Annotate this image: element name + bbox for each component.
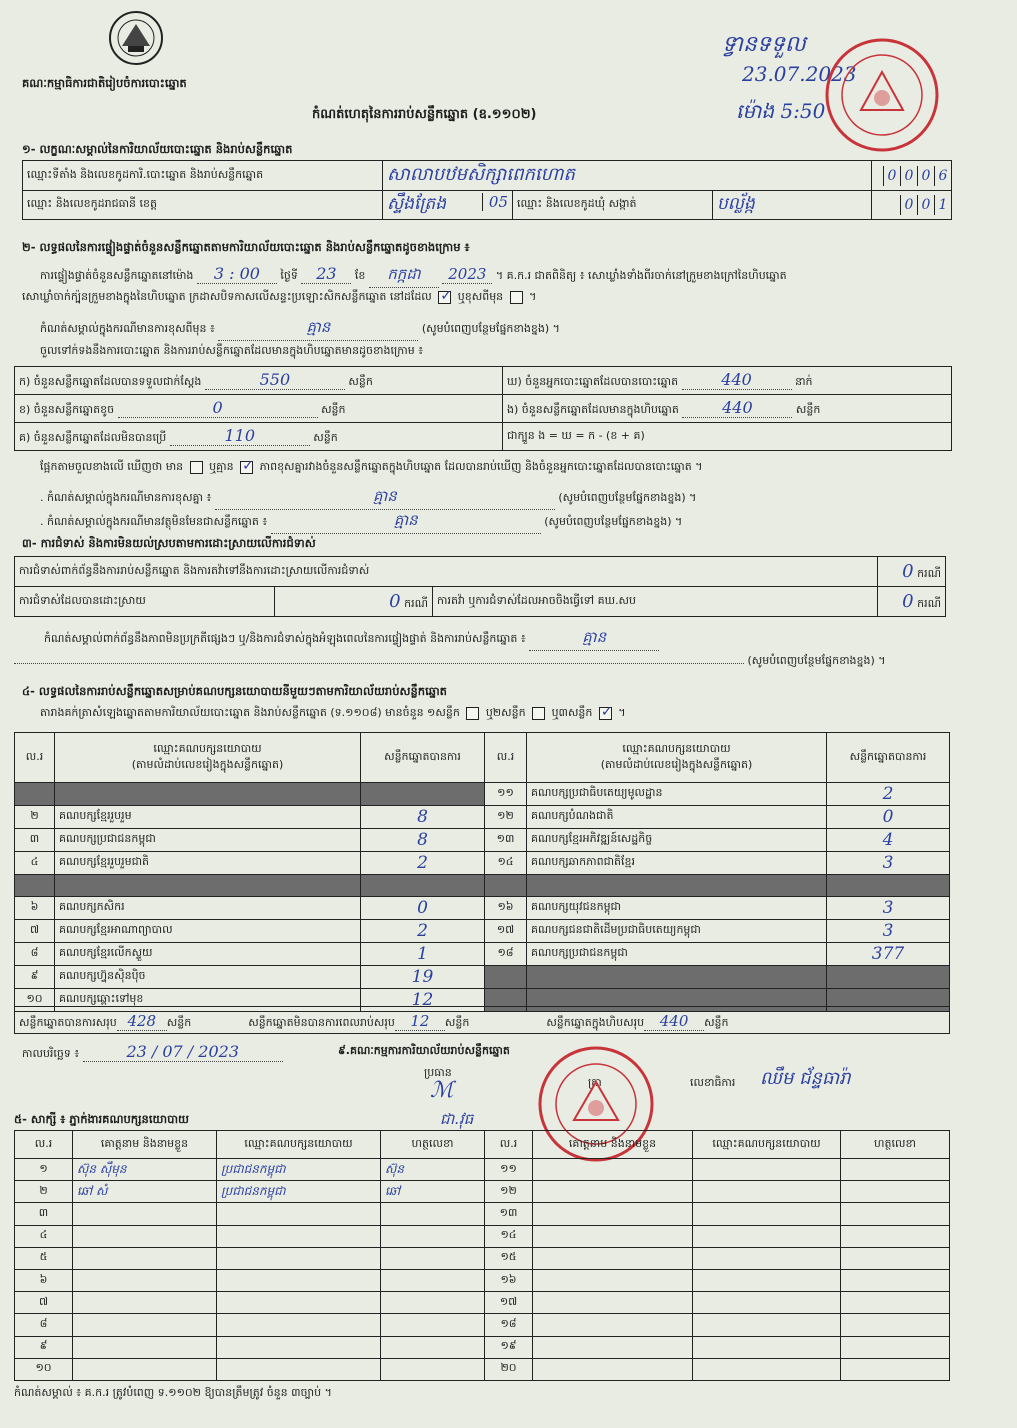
witness-signature-right: [841, 1159, 950, 1181]
party-name: គណបក្សឆ្ពោះទៅមុខ: [55, 989, 361, 1012]
witness-number: ៨: [15, 1314, 73, 1336]
party-votes: [827, 966, 950, 989]
witness-name-right: [533, 1225, 693, 1247]
witness-name-right: [533, 1314, 693, 1336]
section4-heading: ៤- លទ្ធផលនៃការរាប់សន្លឹកឆ្នោតសម្រាប់គណបក្សនយោបាយនីមួយៗតាមការិយាល័យរាប់សន្លឹកឆ្នោត: [22, 684, 447, 698]
witness-name: [73, 1225, 217, 1247]
party-number: ៨: [15, 943, 55, 966]
witness-number: ៩: [15, 1336, 73, 1358]
party-name: គណបក្សឆាកភាពជាតិខ្មែរ: [527, 852, 827, 875]
one-sheet-checkbox: [466, 707, 479, 720]
witness-party: [217, 1225, 381, 1247]
witness-number: ៤: [15, 1225, 73, 1247]
w-col-sign: ហត្ថលេខា: [381, 1131, 485, 1159]
witness-name-right: [533, 1247, 693, 1269]
results-row: [15, 943, 950, 966]
witness-signature: [381, 1336, 485, 1358]
party-number: ១៤: [485, 852, 527, 875]
commune-label: ឈ្មោះ និងលេខកូដឃុំ សង្កាត់: [513, 191, 713, 220]
witness-name: [73, 1292, 217, 1314]
witness-number: ៥: [15, 1247, 73, 1269]
witness-signature: ឆៅ: [381, 1181, 485, 1203]
chair-signature: ℳ: [430, 1078, 454, 1103]
party-votes: 3: [827, 897, 950, 920]
witness-party-right: [693, 1336, 841, 1358]
count-kha: ខ) ចំនួនសន្លឹកឆ្នោតខូច 0 សន្លឹក: [15, 395, 503, 423]
footer-note: កំណត់សម្គាល់ ៖ គ.ក.រ ត្រូវបំពេញ ទ.១១០២ ឱ្យបានត្រឹមត្រូវ ចំនួន ៣ច្បាប់ ។: [14, 1386, 332, 1399]
objection-row1-value: 0 ករណី: [877, 557, 945, 587]
counts-intro: ចួលទៅក់ទងនឹងការបោះឆ្នោត និងការរាប់សន្លឹកឆ្នោតដែលមានក្នុងហិបឆ្នោតមានដូចខាងក្រោម ៖: [40, 344, 424, 357]
counts-table: [14, 366, 952, 451]
count-ngo: ង) ចំនួនសន្លឹកឆ្នោតដែលមានក្នុងហិបឆ្នោត 440 សន្លឹក: [503, 395, 952, 423]
party-name: គណបក្សខ្មែរលើកស្ទួយ: [55, 943, 361, 966]
w-col-no-right: ល.រ: [485, 1131, 533, 1159]
formula: ជាក្បួន ង = ឃ = ក - (ខ + គ): [503, 423, 952, 451]
party-name: គណបក្សបំណងជាតិ: [527, 806, 827, 829]
witness-row: [15, 1314, 950, 1336]
witness-signature: [381, 1358, 485, 1380]
party-votes: 8: [361, 829, 485, 852]
witness-signature: [381, 1314, 485, 1336]
witness-number: ២: [15, 1181, 73, 1203]
witness-row: [15, 1181, 950, 1203]
witness-name-right: [533, 1181, 693, 1203]
witness-signature-right: [841, 1181, 950, 1203]
witness-signature-right: [841, 1269, 950, 1291]
witness-signature: [381, 1203, 485, 1225]
emblem: [108, 10, 164, 66]
verify-line: ការផ្ទៀងផ្ទាត់ចំនួនសន្លឹកឆ្នោតនៅម៉ោង 3 : 00 ថ្ងៃទី 23 ខែ កក្កដា 2023 ។ គ.ក.រ ជាតពិនិត្យ ៖ សោឃ្លាំងទាំងពីរចាក់នៅក្រួមខាងក្រៅនៃហិបឆ្នោត: [40, 264, 950, 288]
witness-name: [73, 1269, 217, 1291]
witness-name-right: [533, 1269, 693, 1291]
section1-table: [22, 160, 952, 220]
witness-number-right: ១៦: [485, 1269, 533, 1291]
official-seal-top: [823, 36, 941, 154]
party-number: ៧: [15, 920, 55, 943]
results-row: [15, 875, 950, 897]
witness-signature-right: [841, 1358, 950, 1380]
objections-table: [14, 556, 946, 617]
seal-label: ត្រា: [588, 1076, 602, 1089]
witness-signature-right: [841, 1203, 950, 1225]
party-name: គណបក្សខ្មែររួបរួម: [55, 806, 361, 829]
party-name: គណបក្សខ្មែររួបរួមជាតិ: [55, 852, 361, 875]
party-votes: 3: [827, 852, 950, 875]
witness-party-right: [693, 1269, 841, 1291]
received-time: ម៉ោង 5:50: [736, 99, 826, 123]
witness-number-right: ១៨: [485, 1314, 533, 1336]
party-name: គណបក្សខ្មែរអាណាព្យាបាល: [55, 920, 361, 943]
w-col-name-right: គោត្តនាម និងនាមខ្លួន: [533, 1131, 693, 1159]
witness-row: [15, 1292, 950, 1314]
witness-party-right: [693, 1247, 841, 1269]
witness-signature-right: [841, 1336, 950, 1358]
witness-name: ស៊ុន សុឹមុន: [73, 1159, 217, 1181]
received-date: 23.07.2023: [742, 62, 857, 86]
witness-row: [15, 1336, 950, 1358]
witness-table: [14, 1130, 950, 1381]
objection-row2-label2: ការតវ៉ា ឬការជំទាស់ដែលអាចចិងធ្វើទៅ គឃ.សប: [433, 587, 878, 617]
party-number: ២: [15, 806, 55, 829]
witness-party: [217, 1292, 381, 1314]
party-name: [527, 966, 827, 989]
committee-name: គណៈកម្មាធិការជាតិរៀបចំការបោះឆ្នោត: [22, 76, 187, 90]
witness-name-right: [533, 1292, 693, 1314]
witness-signature: [381, 1292, 485, 1314]
party-votes: 4: [827, 829, 950, 852]
witness-row: [15, 1159, 950, 1181]
results-row: [15, 897, 950, 920]
witness-signature: [381, 1269, 485, 1291]
section5-heading: ៥- សាក្សី ៖ ភ្នាក់ងារគណបក្សនយោបាយ: [14, 1112, 189, 1126]
location-value: សាលាបឋមសិក្សាពេកហោត: [383, 161, 872, 191]
party-number: [15, 875, 55, 897]
witness-number-right: ១៤: [485, 1225, 533, 1247]
witness-party-right: [693, 1203, 841, 1225]
tally-line: តារាងគក់ត្រាសំឡេងឆ្នោតតាមការិយាល័យបោះឆ្នោត និងរាប់សន្លឹកឆ្នោត (ទ.១១០៨) មានចំនួន ១សន្លឹក ឬ២សន្លឹក ឬ៣សន្លឹក ✓ ។: [40, 703, 626, 720]
results-row: [15, 966, 950, 989]
witness-signature-right: [841, 1225, 950, 1247]
witness-number-right: ២០: [485, 1358, 533, 1380]
party-votes: 0: [361, 897, 485, 920]
witness-party: [217, 1247, 381, 1269]
witness-number-right: ១៧: [485, 1292, 533, 1314]
witness-party: ប្រជាជនកម្ពុជា: [217, 1181, 381, 1203]
party-name: គណបក្សហ្វ៊ុនស៊ិនប៉ិច: [55, 966, 361, 989]
two-sheet-checkbox: [532, 707, 545, 720]
witness-party-right: [693, 1159, 841, 1181]
col-votes-left: សន្លឹកឆ្នោតបានការ: [361, 733, 485, 783]
witness-signature: [381, 1247, 485, 1269]
party-number: [15, 783, 55, 806]
party-votes: 8: [361, 806, 485, 829]
section2-heading: ២- លទ្ធផលនៃការផ្ទៀងផ្ទាត់ចំនួនសន្លឹកឆ្នោតតាមការិយាល័យបោះឆ្នោត និងរាប់សន្លឹកឆ្នោតដូចខាងក្រោម ៖: [22, 240, 470, 254]
witness-row: [15, 1269, 950, 1291]
witness-signature-right: [841, 1292, 950, 1314]
party-votes: [361, 875, 485, 897]
witness-party: [217, 1203, 381, 1225]
party-votes: 3: [827, 920, 950, 943]
witness-row: [15, 1358, 950, 1380]
party-number: ៣: [15, 829, 55, 852]
witness-party-right: [693, 1358, 841, 1380]
objection-row1-label: ការជំទាស់ពាក់ព័ន្ធនឹងការរាប់សន្លឹកឆ្នោត និងការតវ៉ាទៅនឹងការដោះស្រាយលើការជំទាស់: [15, 557, 878, 587]
objection-row2-value2: 0 ករណី: [877, 587, 945, 617]
results-table: [14, 732, 950, 1012]
results-row: [15, 783, 950, 806]
w-col-no: ល.រ: [15, 1131, 73, 1159]
results-row: [15, 829, 950, 852]
witness-number: ៦: [15, 1269, 73, 1291]
note-line-1: កំណត់សម្គាល់ក្នុងករណីមានការខុសពីមុន ៖ គ្មាន (សូមបំពេញបន្ថែមផ្នែកខាងខ្នង) ។: [40, 318, 560, 341]
witness-party: [217, 1358, 381, 1380]
w-col-party-right: ឈ្មោះគណបក្សនយោបាយ: [693, 1131, 841, 1159]
party-votes: [361, 783, 485, 806]
objection-row2-value: 0 ករណី: [275, 587, 433, 617]
party-votes: [827, 875, 950, 897]
party-votes: 1: [361, 943, 485, 966]
party-votes: 377: [827, 943, 950, 966]
section1-heading: ១- លក្ខណៈសម្គាល់នៃការិយាល័យបោះឆ្នោត និងរាប់សន្លឹកឆ្នោត: [22, 142, 293, 156]
col-party-left: ឈ្មោះគណបក្សនយោបាយ (តាមលំដាប់លេខរៀងក្នុងសន្លឹកឆ្នោត): [55, 733, 361, 783]
witness-name-right: [533, 1203, 693, 1225]
witness-name-right: [533, 1336, 693, 1358]
location-label: ឈ្មោះទីតាំង និងលេខកូដការិ.បោះឆ្នោត និងរាប់សន្លឹកឆ្នោត: [23, 161, 383, 191]
party-number: [485, 875, 527, 897]
witness-party-right: [693, 1225, 841, 1247]
secretary-name: ឈឹម ជ័ន្ទធារ៉ា: [760, 1068, 851, 1089]
party-votes: 19: [361, 966, 485, 989]
results-row: [15, 920, 950, 943]
results-row: [15, 806, 950, 829]
province-label: ឈ្មោះ និងលេខកូដរាជធានី ខេត្ត: [23, 191, 383, 220]
w-col-sign-right: ហត្ថលេខា: [841, 1131, 950, 1159]
party-number: ១៧: [485, 920, 527, 943]
changed-checkbox: [510, 291, 523, 304]
note-line-3: . កំណត់សម្គាល់ក្នុងករណីមានវត្ថុមិនមែនជាសន្លឹកឆ្នោត ៖ គ្មាន (សូមបំពេញបន្ថែមផ្នែកខាងខ្នង) ។: [40, 511, 682, 534]
objection-note: កំណត់សម្គាល់ពាក់ព័ន្ធនឹងភាពមិនប្រក្រតីផ្សេងៗ ឬ/និងការជំទាស់ក្នុងអំឡុងពេលនៃការផ្ទៀងផ្ទាត់ និងការរាប់សន្លឹកឆ្នោត ៖ គ្មាន: [44, 628, 659, 651]
witness-signature-right: [841, 1247, 950, 1269]
party-number: ១៨: [485, 943, 527, 966]
col-votes-right: សន្លឹកឆ្នោតបានការ: [827, 733, 950, 783]
witness-name: [73, 1247, 217, 1269]
form-title: កំណត់ហេតុនៃការរាប់សន្លឹកឆ្នោត (ឧ.១១០២): [312, 107, 537, 122]
party-number: [485, 966, 527, 989]
w-col-party: ឈ្មោះគណបក្សនយោបាយ: [217, 1131, 381, 1159]
party-number: ១១: [485, 783, 527, 806]
witness-number: ១០: [15, 1358, 73, 1380]
witness-number-right: ១២: [485, 1181, 533, 1203]
witness-number-right: ១៩: [485, 1336, 533, 1358]
same-checkbox: ✓: [440, 287, 453, 304]
witness-party: [217, 1269, 381, 1291]
date-line: កាលបរិច្ឆេទ ៖ 23 / 07 / 2023: [22, 1042, 283, 1063]
col-party-right: ឈ្មោះគណបក្សនយោបាយ (តាមលំដាប់លេខរៀងក្នុងសន្លឹកឆ្នោត): [527, 733, 827, 783]
count-ka: ក) ចំនួនសន្លឹកឆ្នោតដែលបានទទួលជាក់ស្តែង 550 សន្លឹក: [15, 367, 503, 395]
chair-name: ជា.វុធ: [440, 1110, 474, 1128]
committee-sign-title: ៩.គណៈកម្មការការិយាល័យរាប់សន្លឹកឆ្នោត: [338, 1044, 510, 1057]
party-name: គណបក្សកសិករ: [55, 897, 361, 920]
results-row: [15, 852, 950, 875]
witness-party: ប្រជាជនកម្ពុជា: [217, 1159, 381, 1181]
witness-name: [73, 1358, 217, 1380]
witness-party: [217, 1314, 381, 1336]
witness-number: ៣: [15, 1203, 73, 1225]
witness-party: [217, 1336, 381, 1358]
witness-row: [15, 1203, 950, 1225]
commune-code: 0 0 1: [872, 191, 952, 220]
party-number: ១២: [485, 806, 527, 829]
party-votes: 2: [827, 783, 950, 806]
chair-label: ប្រធាន: [424, 1066, 452, 1079]
party-name: គណបក្សខ្មែរអភិវឌ្ឍន៍សេដ្ឋកិច្ច: [527, 829, 827, 852]
party-name: គណបក្សយុវជនកម្ពុជា: [527, 897, 827, 920]
witness-name: [73, 1314, 217, 1336]
diff-no-checkbox: ✓: [242, 457, 254, 474]
party-name: [55, 875, 361, 897]
witness-name-right: [533, 1159, 693, 1181]
seal-line: សោឃ្លាំចាក់ក្ប៉ុនក្រួមខាងក្នុងនៃហិបឆ្នោត ក្រដាសបិទកាសលើសន្ទះប្រឡោះសិកសន្លឹកឆ្នោត នៅដដែល ✓ ឬខុសពីមុន ។: [22, 287, 537, 304]
witness-name: [73, 1203, 217, 1225]
party-name: គណបក្សប្រជាជនកម្ពុជា: [55, 829, 361, 852]
witness-name-right: [533, 1358, 693, 1380]
party-name: គណបក្សប្រជាជនកម្ពុជា: [527, 943, 827, 966]
witness-row: [15, 1225, 950, 1247]
party-name: [55, 783, 361, 806]
party-votes: 0: [827, 806, 950, 829]
witness-party-right: [693, 1181, 841, 1203]
witness-number-right: ១១: [485, 1159, 533, 1181]
party-votes: 2: [361, 852, 485, 875]
col-no-right: ល.រ: [485, 733, 527, 783]
objection-row2-label: ការជំទាស់ដែលបានដោះស្រាយ: [15, 587, 275, 617]
w-col-name: គោត្តនាម និងនាមខ្លួន: [73, 1131, 217, 1159]
party-name: គណបក្សជនជាតិដើមប្រជាធិបតេយ្យកម្ពុជា: [527, 920, 827, 943]
party-number: ១០: [15, 989, 55, 1012]
witness-name: [73, 1336, 217, 1358]
witness-signature: ស៊ុន: [381, 1159, 485, 1181]
witness-name: ឆៅ សំ: [73, 1181, 217, 1203]
party-number: ៦: [15, 897, 55, 920]
note-line-2: . កំណត់សម្គាល់ក្នុងករណីមានការខុសគ្នា ៖ គ្មាន (សូមបំពេញបន្ថែមផ្នែកខាងខ្នង) ។: [40, 487, 696, 510]
party-number: ១៣: [485, 829, 527, 852]
party-votes: 12: [361, 989, 485, 1012]
party-name: [527, 875, 827, 897]
count-ko: គ) ចំនួនសន្លឹកឆ្នោតដែលមិនបានប្រើ 110 សន្លឹក: [15, 423, 503, 451]
province-value: ស្ទឹងត្រែង 05: [383, 191, 513, 220]
witness-number: ៧: [15, 1292, 73, 1314]
witness-signature-right: [841, 1314, 950, 1336]
witness-number-right: ១៣: [485, 1203, 533, 1225]
party-name: គណបក្សប្រជាធិបតេយ្យមូលដ្ឋាន: [527, 783, 827, 806]
diff-line: ផ្អែកតាមចួលខាងលើ ឃើញថា មាន ឬគ្មាន ✓ ភាពខុសគ្នារវាងចំនួនសន្លឹកឆ្នោតក្នុងហិបឆ្នោត ដែលបានរាប់ឃើញ និងចំនួនអ្នកបោះឆ្នោតដែលបានបោះឆ្នោត ។: [40, 457, 703, 474]
witness-party-right: [693, 1292, 841, 1314]
totals-row: សន្លឹកឆ្នោតបានការសរុប 428 សន្លឹក សន្លឹកឆ្នោតមិនបានការពេលរាប់សរុប 12 សន្លឹក សន្លឹកឆ្នោតក្នុងហិបសរុប 440 សន្លឹក: [14, 1006, 950, 1034]
witness-signature: [381, 1225, 485, 1247]
party-number: ១៦: [485, 897, 527, 920]
witness-row: [15, 1247, 950, 1269]
received-label: ទ្វានទទួល: [722, 32, 806, 57]
three-sheet-checkbox: ✓: [600, 703, 613, 720]
witness-number: ១: [15, 1159, 73, 1181]
witness-number-right: ១៥: [485, 1247, 533, 1269]
diff-yes-checkbox: [190, 461, 203, 474]
count-kho: ឃ) ចំនួនអ្នកបោះឆ្នោតដែលបានបោះឆ្នោត 440 នាក់: [503, 367, 952, 395]
commune-value: បល្ល័ង្ក: [713, 191, 872, 220]
party-number: ៤: [15, 852, 55, 875]
col-no-left: ល.រ: [15, 733, 55, 783]
party-votes: 2: [361, 920, 485, 943]
location-code: 0 0 0 6: [872, 161, 952, 191]
section3-heading: ៣- ការជំទាស់ និងការមិនយល់ស្របតាមការដោះស្រាយលើការជំទាស់: [22, 536, 316, 550]
witness-party-right: [693, 1314, 841, 1336]
objection-note-line2: (សូមបំពេញបន្ថែមផ្នែកខាងខ្នង) ។: [14, 654, 954, 670]
party-number: ៩: [15, 966, 55, 989]
secretary-label: លេខាធិការ: [690, 1076, 736, 1089]
